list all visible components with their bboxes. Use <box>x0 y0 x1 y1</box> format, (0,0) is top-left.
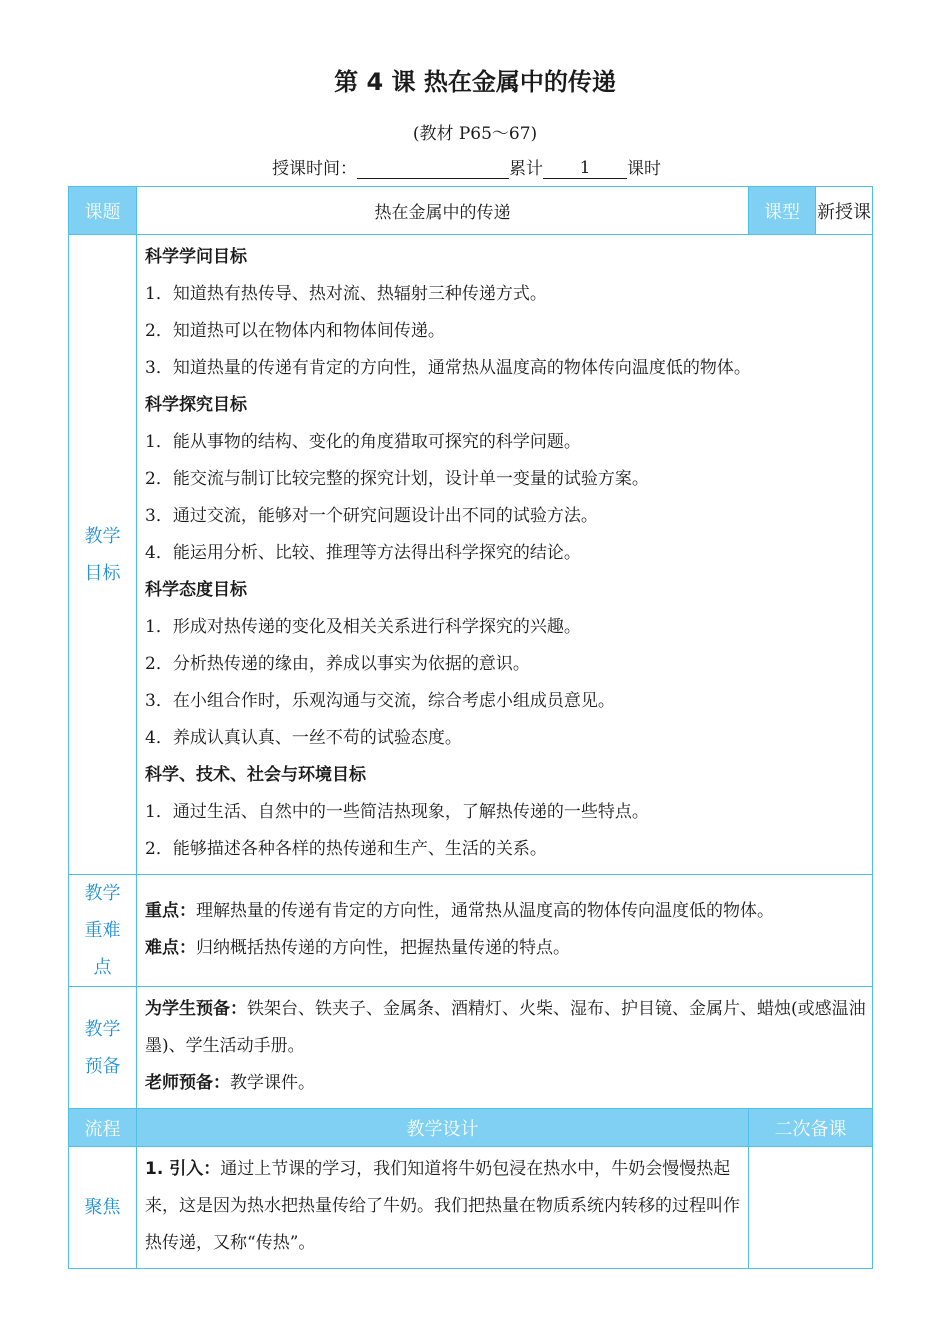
key-points-label <box>69 875 137 987</box>
teacher-prep-label: 老师预备： <box>145 1073 230 1093</box>
class-time-blank <box>357 158 509 179</box>
objective-item: 3．知道热量的传递有肯定的方向性，通常热从温度高的物体传向温度低的物体。 <box>145 358 751 378</box>
second-prep-cell[interactable] <box>749 1147 873 1269</box>
student-prep-text: 铁架台、铁夹子、金属条、酒精灯、火柴、湿布、护目镜、金属片、蜡烛(或感温油墨)、学生活动手册。 <box>145 999 866 1056</box>
cumulative-label: 累计 <box>509 159 543 179</box>
design-label: 教学设计 <box>137 1109 749 1147</box>
objective-item: 2．分析热传递的缘由，养成以事实为依据的意识。 <box>145 654 530 674</box>
topic-label: 课题 <box>69 187 137 235</box>
objectives-label <box>69 235 137 875</box>
section-heading: 科学、技术、社会与环境目标 <box>145 765 366 785</box>
lesson-unit: 课时 <box>627 159 661 179</box>
key-points-row <box>69 875 873 987</box>
objective-item: 3．通过交流，能够对一个研究问题设计出不同的试验方法。 <box>145 506 598 526</box>
header-row <box>69 187 873 235</box>
process-header-row <box>69 1109 873 1147</box>
difficulty-label: 难点： <box>145 937 196 958</box>
focus-point <box>145 893 864 930</box>
objective-item: 2．能交流与制订比较完整的探究计划，设计单一变量的试验方案。 <box>145 469 649 489</box>
intro-text: 通过上节课的学习，我们知道将牛奶包浸在热水中，牛奶会慢慢热起来，这是因为热水把热量传给了牛奶。我们把热量在物质系统内转移的过程叫作热传递，又称“传热”。 <box>145 1159 740 1253</box>
textbook-pages: (教材 P65～67) <box>412 124 538 144</box>
lesson-count: 1 <box>543 158 627 179</box>
section-heading: 科学探究目标 <box>145 395 247 415</box>
class-time-line <box>272 154 661 179</box>
section-heading: 科学学问目标 <box>145 247 247 267</box>
difficulty-text: 归纳概括热传递的方向性，把握热量传递的特点。 <box>196 937 570 958</box>
focus-label: 重点： <box>145 900 196 921</box>
process-label: 流程 <box>69 1109 137 1147</box>
intro-label: 1. 引入： <box>145 1159 221 1179</box>
objectives-row <box>69 235 873 875</box>
focus-text: 理解热量的传递有肯定的方向性，通常热从温度高的物体传向温度低的物体。 <box>196 900 774 921</box>
preparation-label-line2: 预备 <box>84 1055 121 1077</box>
key-points-label-line2: 重难 <box>84 920 121 941</box>
teacher-prep-text: 教学课件。 <box>230 1073 315 1093</box>
objective-item: 1．通过生活、自然中的一些简洁热现象，了解热传递的一些特点。 <box>145 802 649 822</box>
key-points-label-line3: 点 <box>93 957 112 978</box>
focus-stage-label: 聚焦 <box>69 1147 137 1269</box>
objective-item: 2．知道热可以在物体内和物体间传递。 <box>145 321 445 341</box>
intro-paragraph <box>145 1151 742 1262</box>
key-points-content <box>137 875 873 987</box>
preparation-label <box>69 987 137 1109</box>
objectives-label-line2: 目标 <box>84 562 121 584</box>
objectives-content <box>137 235 873 875</box>
objectives-label-line1: 教学 <box>84 525 121 547</box>
student-prep-label: 为学生预备： <box>145 999 247 1019</box>
objective-item: 4．养成认真认真、一丝不苟的试验态度。 <box>145 728 462 748</box>
key-points-label-line1: 教学 <box>84 883 121 904</box>
objective-item: 4．能运用分析、比较、推理等方法得出科学探究的结论。 <box>145 543 581 563</box>
student-prep <box>145 991 868 1065</box>
type-label: 课型 <box>749 187 816 235</box>
section-heading: 科学态度目标 <box>145 580 247 600</box>
page-title: 第 4 课 热在金属中的传递 <box>334 68 616 96</box>
second-prep-label: 二次备课 <box>749 1109 873 1147</box>
objective-item: 1．形成对热传递的变化及相关关系进行科学探究的兴趣。 <box>145 617 581 637</box>
objective-item: 2．能够描述各种各样的热传递和生产、生活的关系。 <box>145 839 547 859</box>
objective-item: 3．在小组合作时，乐观沟通与交流，综合考虑小组成员意见。 <box>145 691 615 711</box>
objective-item: 1．能从事物的结构、变化的角度猎取可探究的科学问题。 <box>145 432 581 452</box>
objective-item: 1．知道热有热传导、热对流、热辐射三种传递方式。 <box>145 284 547 304</box>
preparation-label-line1: 教学 <box>84 1018 121 1040</box>
preparation-row <box>69 987 873 1109</box>
difficulty-point <box>145 930 864 967</box>
focus-stage-content <box>137 1147 749 1269</box>
teacher-prep <box>145 1065 868 1102</box>
lesson-plan-table <box>68 186 873 1269</box>
focus-row <box>69 1147 873 1269</box>
type-value: 新授课 <box>816 187 873 235</box>
topic-value: 热在金属中的传递 <box>137 187 749 235</box>
class-time-label: 授课时间： <box>272 159 357 179</box>
preparation-content <box>137 987 873 1109</box>
